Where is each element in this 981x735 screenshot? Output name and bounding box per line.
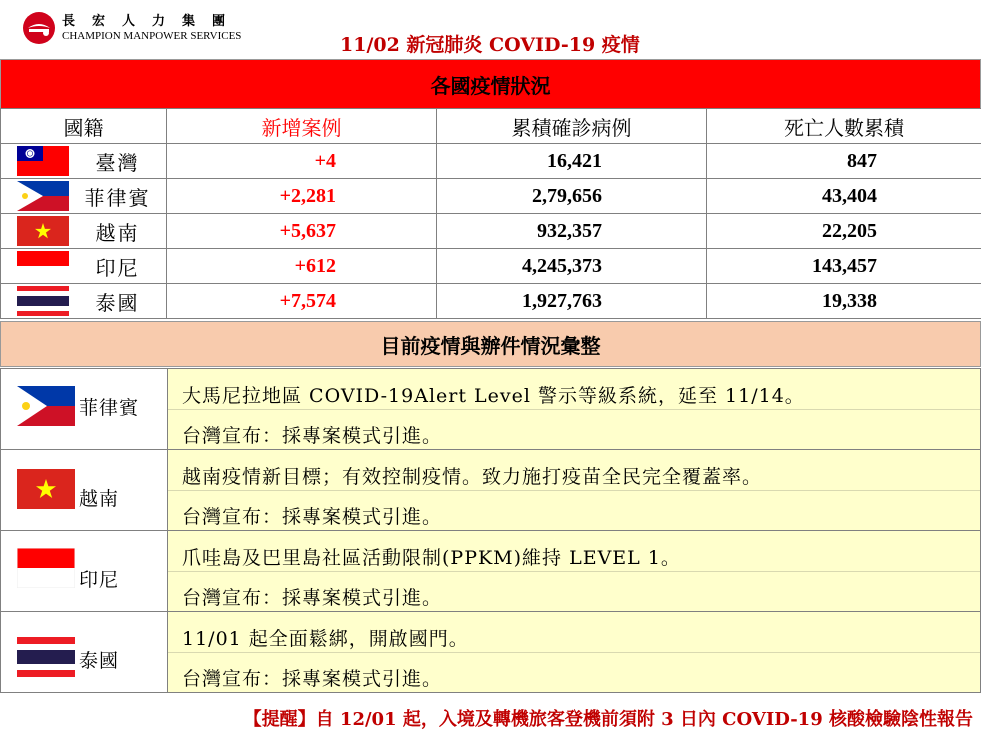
country-name: 菲律賓 [79, 397, 140, 419]
stats-table [0, 108, 981, 319]
vietnam-flag-icon [17, 469, 75, 509]
total-cases-value: 16,421 [437, 144, 707, 179]
deaths-value: 143,457 [707, 249, 981, 284]
country-name: 印尼 [79, 569, 120, 591]
situation-text: 大馬尼拉地區 COVID-19Alert Level 警示等級系統，延至 11/14。 [182, 385, 805, 407]
indonesia-flag-icon [17, 251, 69, 281]
total-cases-value: 932,357 [437, 214, 707, 249]
total-cases-value: 4,245,373 [437, 249, 707, 284]
philippines-flag-icon [17, 181, 69, 211]
company-logo-icon [22, 11, 56, 45]
new-cases-value: +2,281 [167, 179, 437, 214]
report-title: 11/02 新冠肺炎 COVID-19 疫情 [340, 34, 640, 56]
situation-text: 越南疫情新目標；有效控制疫情。致力施打疫苗全民完全覆蓋率。 [182, 466, 763, 488]
new-cases-value: +5,637 [167, 214, 437, 249]
table-row [1, 249, 981, 284]
list-item [0, 449, 981, 531]
country-name: 越南 [95, 220, 140, 245]
taiwan-flag-icon [17, 146, 69, 176]
new-cases-value: +7,574 [167, 284, 437, 319]
column-header-new-cases: 新增案例 [167, 109, 437, 144]
table-row [1, 284, 981, 319]
policy-text: 台灣宣布：採專案模式引進。 [182, 587, 443, 609]
total-cases-value: 1,927,763 [437, 284, 707, 319]
philippines-flag-icon [17, 386, 75, 426]
policy-text: 台灣宣布：採專案模式引進。 [182, 668, 443, 690]
list-item [0, 611, 981, 693]
deaths-value: 22,205 [707, 214, 981, 249]
deaths-value: 43,404 [707, 179, 981, 214]
total-cases-value: 2,79,656 [437, 179, 707, 214]
summary-section-title: 目前疫情與辦件情況彙整 [0, 321, 981, 367]
table-row [1, 144, 981, 179]
entry-reminder: 【提醒】自 12/01 起，入境及轉機旅客登機前須附 3 日內 COVID-19 核酸檢驗陰性報告 [243, 709, 973, 730]
stats-header-row [1, 109, 981, 144]
list-item [0, 368, 981, 450]
page-header [0, 0, 981, 58]
table-row [1, 214, 981, 249]
policy-text: 台灣宣布：採專案模式引進。 [182, 425, 443, 447]
thailand-flag-icon [17, 637, 75, 677]
policy-text: 台灣宣布：採專案模式引進。 [182, 506, 443, 528]
deaths-value: 19,338 [707, 284, 981, 319]
company-name-en: CHAMPION MANPOWER SERVICES [62, 30, 242, 42]
deaths-value: 847 [707, 144, 981, 179]
new-cases-value: +4 [167, 144, 437, 179]
situation-text: 爪哇島及巴里島社區活動限制(PPKM)維持 LEVEL 1。 [182, 547, 681, 569]
country-name: 菲律賓 [84, 185, 151, 210]
vietnam-flag-icon [17, 216, 69, 246]
country-name: 越南 [79, 488, 120, 510]
company-name-zh: 長宏人力集團 [62, 14, 243, 29]
country-name: 泰國 [79, 650, 120, 672]
stats-section-title: 各國疫情狀況 [0, 59, 981, 109]
country-name: 印尼 [95, 255, 140, 280]
column-header-country: 國籍 [1, 109, 167, 144]
country-name: 泰國 [95, 290, 140, 315]
situation-text: 11/01 起全面鬆綁，開啟國門。 [182, 628, 469, 650]
indonesia-flag-icon [17, 548, 75, 588]
new-cases-value: +612 [167, 249, 437, 284]
column-header-deaths: 死亡人數累積 [707, 109, 981, 144]
thailand-flag-icon [17, 286, 69, 316]
list-item [0, 530, 981, 612]
column-header-total-cases: 累積確診病例 [437, 109, 707, 144]
country-name: 臺灣 [95, 150, 140, 175]
table-row [1, 179, 981, 214]
